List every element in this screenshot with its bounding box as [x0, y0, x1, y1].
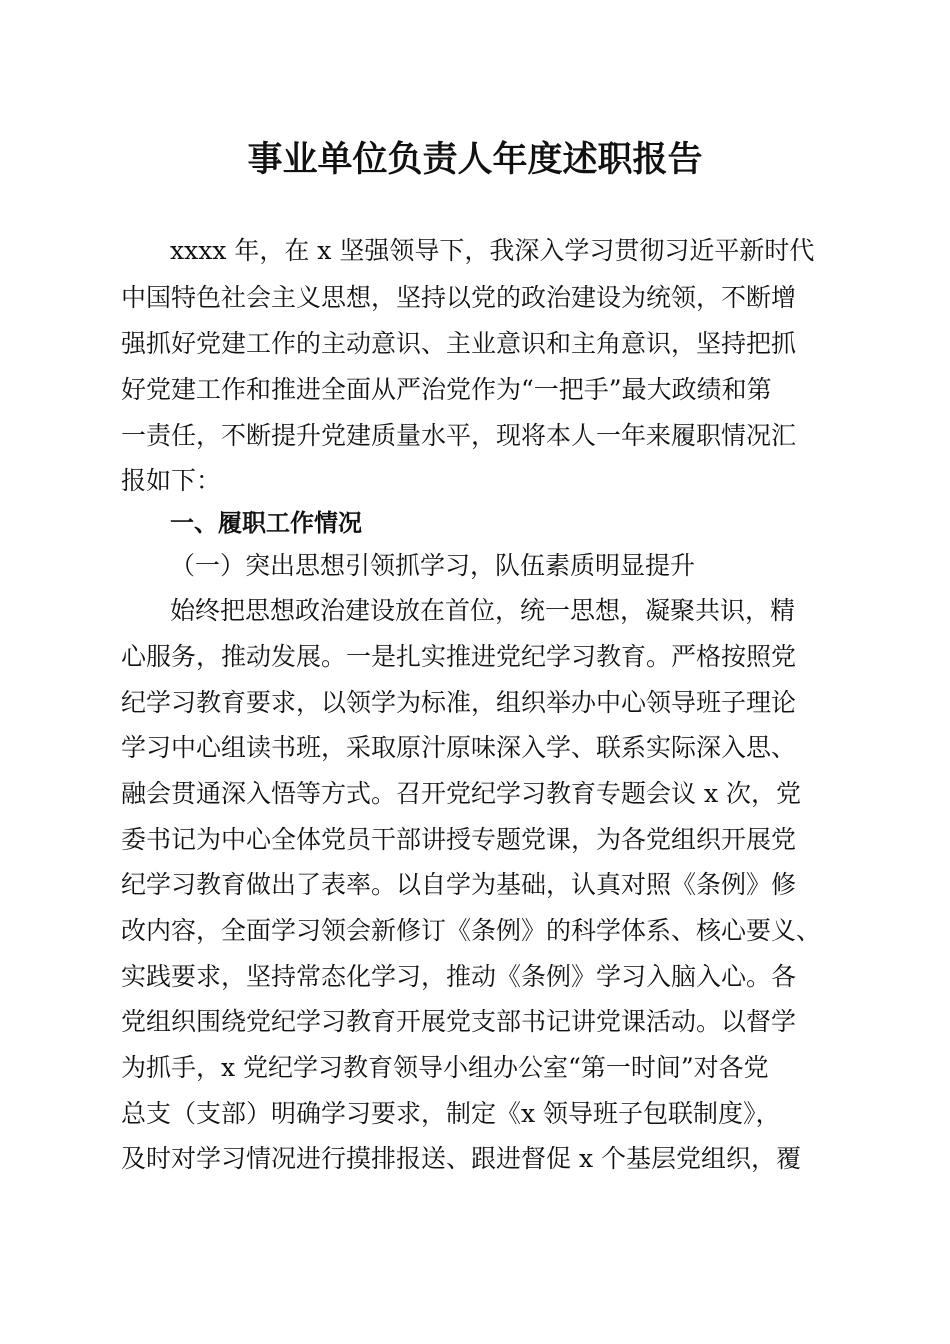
paragraph-line: 融会贯通深入悟等方式。召开党纪学习教育专题会议 x 次，党 [121, 779, 801, 808]
paragraph-line: 纪学习教育做出了表率。以自学为基础，认真对照《条例》修 [121, 870, 797, 899]
paragraph-line: 一责任，不断提升党建质量水平，现将本人一年来履职情况汇 [121, 421, 797, 450]
paragraph-line: 学习中心组读书班，采取原汁原味深入学、联系实际深入思、 [121, 733, 797, 762]
document-title: 事业单位负责人年度述职报告 [247, 139, 703, 180]
paragraph-line: 委书记为中心全体党员干部讲授专题党课，为各党组织开展党 [121, 825, 797, 854]
paragraph-line: 改内容，全面学习领会新修订《条例》的科学体系、核心要义、 [121, 916, 822, 945]
paragraph-line: 报如下： [121, 466, 222, 495]
paragraph-line: 纪学习教育要求，以领学为标准，组织举办中心领导班子理论 [121, 688, 797, 717]
section-heading: 一、履职工作情况 [170, 509, 362, 537]
paragraph-line: xxxx 年，在 x 坚强领导下，我深入学习贯彻习近平新时代 [170, 236, 815, 265]
subsection-heading: （一）突出思想引领抓学习，队伍素质明显提升 [170, 551, 696, 580]
paragraph-line: 始终把思想政治建设放在首位，统一思想，凝聚共识，精 [170, 596, 796, 625]
paragraph-line: 心服务，推动发展。一是扎实推进党纪学习教育。严格按照党 [121, 642, 797, 671]
paragraph-line: 及时对学习情况进行摸排报送、跟进督促 x 个基层党组织，覆 [121, 1144, 801, 1173]
paragraph-line: 总支（支部）明确学习要求，制定《x 领导班子包联制度》， [121, 1099, 781, 1128]
paragraph-line: 为抓手，x 党纪学习教育领导小组办公室“第一时间”对各党 [121, 1053, 769, 1082]
paragraph-line: 强抓好党建工作的主动意识、主业意识和主角意识，坚持把抓 [121, 329, 797, 358]
paragraph-line: 好党建工作和推进全面从严治党作为“一把手”最大政绩和第 [121, 375, 772, 404]
paragraph-line: 中国特色社会主义思想，坚持以党的政治建设为统领，不断增 [121, 283, 797, 312]
paragraph-line: 实践要求，坚持常态化学习，推动《条例》学习入脑入心。各 [121, 962, 797, 991]
paragraph-line: 党组织围绕党纪学习教育开展党支部书记讲党课活动。以督学 [121, 1007, 797, 1036]
